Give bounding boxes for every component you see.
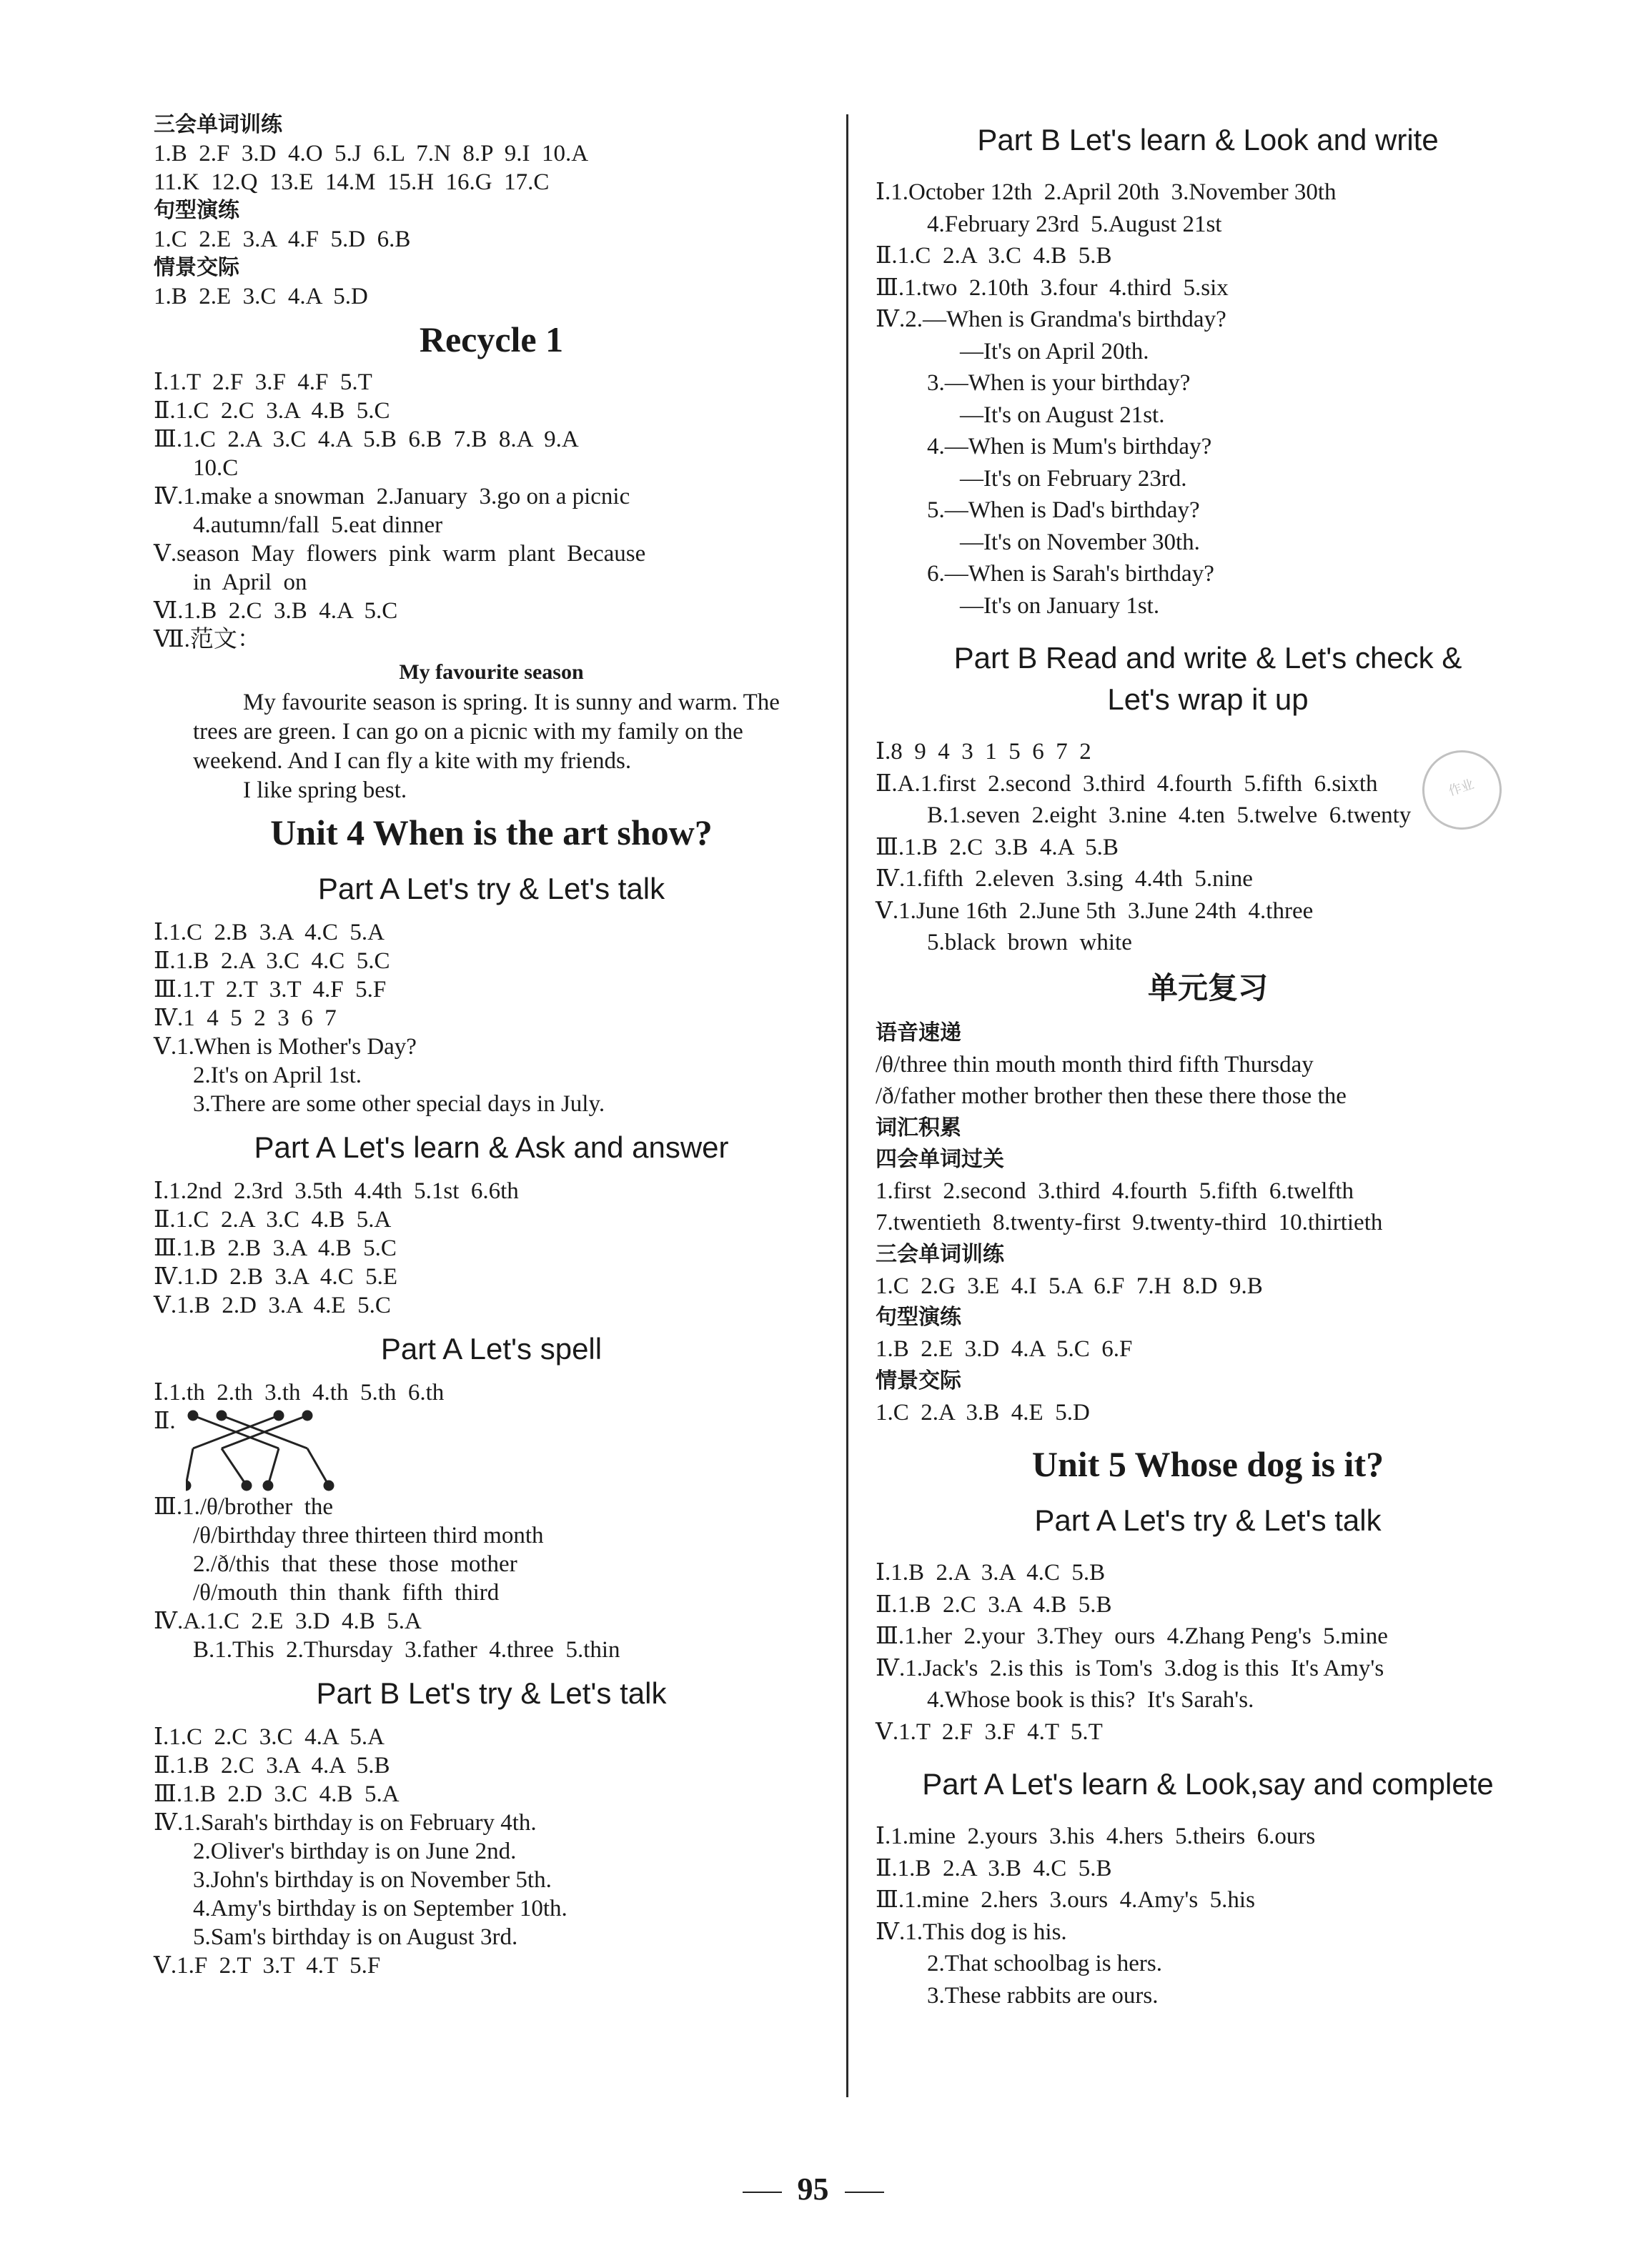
answer-line: —It's on August 21st. xyxy=(960,402,1165,428)
page-number xyxy=(0,2171,1626,2207)
part-title: Part B Read and write & Let's check & xyxy=(953,641,1462,675)
part-title: Let's wrap it up xyxy=(1107,682,1309,716)
answer-line: Ⅱ.1.B 2.A 3.C 4.C 5.C xyxy=(154,948,390,974)
answer-line: 2./ð/this that these those mother xyxy=(193,1551,517,1577)
answer-line: 1.first 2.second 3.third 4.fourth 5.fifth 6.twelfth xyxy=(876,1178,1354,1204)
match-dot xyxy=(186,1481,190,1490)
review-title: 单元复习 xyxy=(1147,970,1268,1005)
answer-line: Ⅱ.1.B 2.C 3.A 4.B 5.B xyxy=(876,1591,1112,1618)
answer-line: 4.Whose book is this? It's Sarah's. xyxy=(927,1687,1254,1713)
answer-line: 1.C 2.A 3.B 4.E 5.D xyxy=(876,1399,1090,1426)
answer-line: Ⅳ.A.1.C 2.E 3.D 4.B 5.A xyxy=(154,1608,422,1634)
answer-line: Ⅱ. xyxy=(154,1408,176,1434)
section-heading: 情景交际 xyxy=(876,1368,961,1393)
answer-line: Ⅰ.1.October 12th 2.April 20th 3.November 30th xyxy=(876,179,1337,205)
match-dot xyxy=(242,1481,251,1490)
answer-line: Ⅲ.1.her 2.your 3.They ours 4.Zhang Peng's 5.mine xyxy=(876,1623,1388,1649)
answer-line: 6.—When is Sarah's birthday? xyxy=(927,561,1214,587)
answer-line: Ⅳ.1.make a snowman 2.January 3.go on a picnic xyxy=(154,484,630,509)
answer-line: Ⅲ.1.two 2.10th 3.four 4.third 5.six xyxy=(876,274,1229,301)
section-heading: 三会单词训练 xyxy=(876,1241,1004,1267)
answer-line: Ⅴ.1.F 2.T 3.T 4.T 5.F xyxy=(154,1953,381,1979)
answer-line: Ⅲ.1.B 2.C 3.B 4.A 5.B xyxy=(876,834,1119,860)
answer-line: /θ/three thin mouth month third fifth Thursday xyxy=(876,1051,1314,1078)
part-title: Part A Let's spell xyxy=(380,1332,603,1366)
answer-line: Ⅱ.A.1.first 2.second 3.third 4.fourth 5.fifth 6.sixth xyxy=(876,770,1378,797)
answer-line: 3.These rabbits are ours. xyxy=(927,1982,1159,2009)
section-heading: 句型演练 xyxy=(154,198,239,223)
answer-line: —It's on April 20th. xyxy=(960,338,1149,364)
answer-line: Ⅰ.1.C 2.B 3.A 4.C 5.A xyxy=(154,920,385,945)
answer-line: Ⅱ.1.C 2.C 3.A 4.B 5.C xyxy=(154,398,390,424)
part-title: Part A Let's learn & Look,say and complete xyxy=(922,1767,1494,1801)
answer-line: 1.B 2.E 3.C 4.A 5.D xyxy=(154,284,368,309)
answer-line: Ⅳ.1.This dog is his. xyxy=(876,1919,1067,1945)
answer-line: Ⅴ.1.T 2.F 3.F 4.T 5.T xyxy=(876,1719,1103,1745)
answer-line: 5.black brown white xyxy=(927,930,1132,955)
answer-line: 2.That schoolbag is hers. xyxy=(927,1951,1163,1976)
answer-line: in April on xyxy=(193,570,307,595)
answer-line: 2.It's on April 1st. xyxy=(193,1063,362,1088)
answer-line: 7.twentieth 8.twenty-first 9.twenty-third 10.thirtieth xyxy=(876,1210,1383,1235)
left-column xyxy=(154,111,829,1980)
answer-line: Ⅵ.1.B 2.C 3.B 4.A 5.C xyxy=(154,598,398,624)
answer-line: Ⅰ.1.B 2.A 3.A 4.C 5.B xyxy=(876,1560,1106,1586)
answer-line: Ⅱ.1.C 2.A 3.C 4.B 5.A xyxy=(154,1207,392,1233)
section-heading: 四会单词过关 xyxy=(876,1146,1004,1172)
answer-line: Ⅰ.8 9 4 3 1 5 6 7 2 xyxy=(876,739,1091,765)
answer-line: Ⅴ.1.June 16th 2.June 5th 3.June 24th 4.three xyxy=(876,897,1314,924)
answer-line: Ⅴ.1.B 2.D 3.A 4.E 5.C xyxy=(154,1293,391,1318)
answer-line: —It's on January 1st. xyxy=(960,592,1160,619)
answer-line: Ⅳ.1.Jack's 2.is this is Tom's 3.dog is this It's Amy's xyxy=(876,1655,1384,1681)
answer-line: 1.C 2.G 3.E 4.I 5.A 6.F 7.H 8.D 9.B xyxy=(876,1273,1263,1299)
answer-line: Ⅳ.2.—When is Grandma's birthday? xyxy=(876,307,1226,332)
answer-line: 4.Amy's birthday is on September 10th. xyxy=(193,1896,567,1921)
section-heading: 词汇积累 xyxy=(876,1115,961,1140)
section-heading: 情景交际 xyxy=(154,255,239,280)
answer-line: 2.Oliver's birthday is on June 2nd. xyxy=(193,1839,517,1864)
match-dot xyxy=(274,1411,283,1420)
answer-line: Ⅰ.1.T 2.F 3.F 4.F 5.T xyxy=(154,369,372,395)
answer-line: Ⅲ.1.B 2.B 3.A 4.B 5.C xyxy=(154,1235,397,1261)
answer-line: Ⅱ.1.B 2.C 3.A 4.A 5.B xyxy=(154,1753,390,1779)
answer-line: Ⅴ.season May flowers pink warm plant Because xyxy=(154,541,646,567)
answer-line: Ⅲ.1.B 2.D 3.C 4.B 5.A xyxy=(154,1781,400,1807)
answer-line: Ⅳ.1.Sarah's birthday is on February 4th. xyxy=(154,1810,537,1836)
section-heading: 三会单词训练 xyxy=(154,112,282,137)
section-heading: 语音速递 xyxy=(876,1020,961,1045)
answer-line: —It's on February 23rd. xyxy=(960,465,1187,492)
answer-line: 1.B 2.F 3.D 4.O 5.J 6.L 7.N 8.P 9.I 10.A xyxy=(154,141,589,166)
section-heading: 句型演练 xyxy=(876,1305,961,1330)
answer-line: Ⅴ.1.When is Mother's Day? xyxy=(154,1034,417,1060)
answer-line: 10.C xyxy=(193,455,239,481)
answer-line: Ⅰ.1.C 2.C 3.C 4.A 5.A xyxy=(154,1724,385,1750)
column-divider xyxy=(846,114,848,2097)
answer-line: /ð/father mother brother then these there those the xyxy=(876,1083,1347,1109)
answer-line: Ⅲ.1.C 2.A 3.C 4.A 5.B 6.B 7.B 8.A 9.A xyxy=(154,427,579,452)
essay-paragraph: My favourite season is spring. It is sunny and warm. The trees are green. I can go on a picnic with my family on the weekend. And I can fly a kite with my friends. xyxy=(193,690,780,774)
answer-line: 3.—When is your birthday? xyxy=(927,370,1191,396)
answer-line: 5.Sam's birthday is on August 3rd. xyxy=(193,1924,518,1950)
answer-line: /θ/mouth thin thank fifth third xyxy=(193,1580,500,1606)
answer-line: 11.K 12.Q 13.E 14.M 15.H 16.G 17.C xyxy=(154,169,550,195)
dash-left xyxy=(743,2192,782,2193)
dash-right xyxy=(845,2192,884,2193)
answer-line: —It's on November 30th. xyxy=(960,529,1200,555)
answer-line: Ⅰ.1.th 2.th 3.th 4.th 5.th 6.th xyxy=(154,1380,445,1406)
answer-line: /θ/birthday three thirteen third month xyxy=(193,1523,544,1548)
answer-line: 4.February 23rd 5.August 21st xyxy=(927,211,1222,237)
part-title: Part A Let's try & Let's talk xyxy=(1034,1503,1382,1537)
answer-line: Ⅱ.1.B 2.A 3.B 4.C 5.B xyxy=(876,1855,1112,1881)
answer-line: Ⅱ.1.C 2.A 3.C 4.B 5.B xyxy=(876,243,1112,269)
answer-line: 3.John's birthday is on November 5th. xyxy=(193,1867,552,1893)
match-dot xyxy=(324,1481,333,1490)
answer-line: Ⅲ.1.T 2.T 3.T 4.F 5.F xyxy=(154,977,387,1003)
answer-line: 5.—When is Dad's birthday? xyxy=(927,497,1200,523)
answer-line: B.1.seven 2.eight 3.nine 4.ten 5.twelve 6.twenty xyxy=(927,802,1412,828)
answer-line: 4.autumn/fall 5.eat dinner xyxy=(193,512,443,538)
answer-line: Ⅳ.1.fifth 2.eleven 3.sing 4.4th 5.nine xyxy=(876,866,1253,892)
recycle-title: Recycle 1 xyxy=(419,319,564,359)
essay-paragraph: I like spring best. xyxy=(243,777,407,803)
unit-5-title: Unit 5 Whose dog is it? xyxy=(1031,1444,1384,1484)
stamp-seal: 作业 xyxy=(1412,740,1512,840)
match-dot xyxy=(217,1411,226,1420)
part-title: Part A Let's try & Let's talk xyxy=(317,872,665,905)
essay-title: My favourite season xyxy=(399,660,584,684)
unit-4-title: Unit 4 When is the art show? xyxy=(270,812,713,852)
answer-line: 4.—When is Mum's birthday? xyxy=(927,434,1212,459)
answer-line: 1.B 2.E 3.D 4.A 5.C 6.F xyxy=(876,1336,1133,1362)
answer-line: Ⅶ.范文： xyxy=(154,627,261,652)
right-column xyxy=(876,111,1540,2011)
answer-line: 3.There are some other special days in July. xyxy=(193,1091,605,1117)
match-dot xyxy=(189,1411,197,1420)
part-title: Part A Let's learn & Ask and answer xyxy=(254,1130,729,1164)
matching-lines xyxy=(186,1407,400,1493)
part-title: Part B Let's learn & Look and write xyxy=(977,123,1439,156)
answer-line: 1.C 2.E 3.A 4.F 5.D 6.B xyxy=(154,227,411,252)
answer-line: Ⅲ.1.mine 2.hers 3.ours 4.Amy's 5.his xyxy=(876,1887,1255,1913)
matching-diagram xyxy=(154,1407,829,1493)
page-number-text: 95 xyxy=(797,2172,829,2207)
match-dot xyxy=(264,1481,272,1490)
match-dot xyxy=(303,1411,312,1420)
answer-line: Ⅲ.1./θ/brother the xyxy=(154,1494,334,1520)
answer-line: Ⅳ.1.D 2.B 3.A 4.C 5.E xyxy=(154,1264,397,1290)
answer-line: B.1.This 2.Thursday 3.father 4.three 5.thin xyxy=(193,1637,620,1663)
answer-line: Ⅰ.1.2nd 2.3rd 3.5th 4.4th 5.1st 6.6th xyxy=(154,1178,519,1204)
essay xyxy=(154,688,829,805)
part-title: Part B Let's try & Let's talk xyxy=(316,1676,667,1710)
answer-line: Ⅰ.1.mine 2.yours 3.his 4.hers 5.theirs 6.ours xyxy=(876,1824,1316,1849)
answer-line: Ⅳ.1 4 5 2 3 6 7 xyxy=(154,1005,337,1031)
